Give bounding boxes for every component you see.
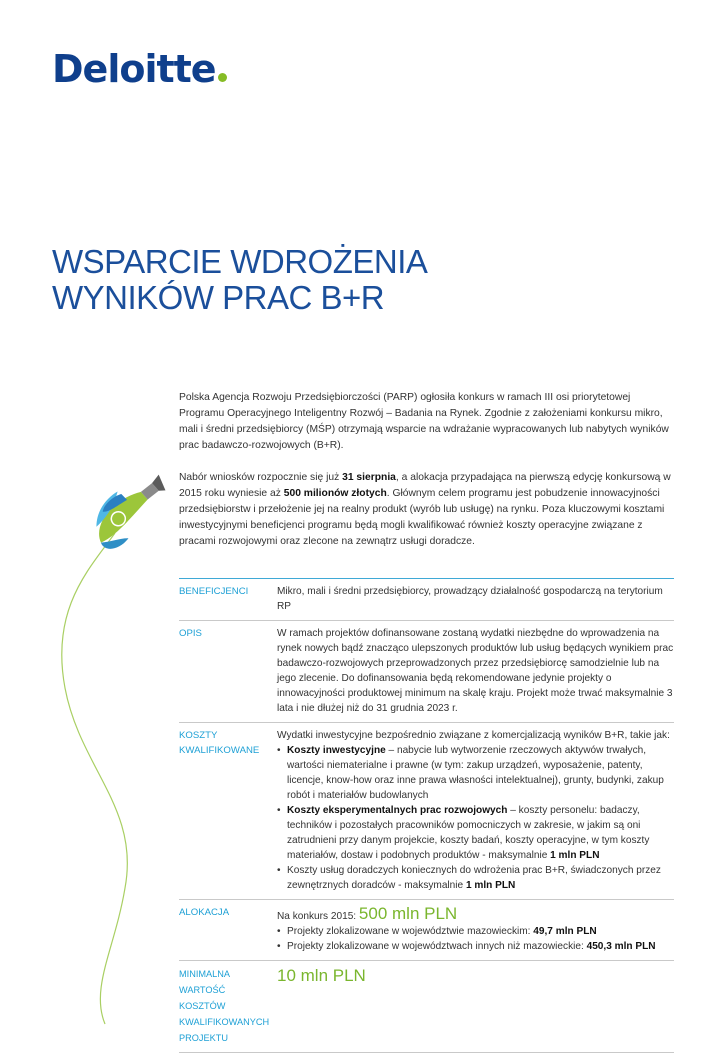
row-value: Mikro, mali i średni przedsiębiorcy, prowadzący działalność gospodarczą na terytorium RP xyxy=(277,586,663,612)
intro-p2-date: 31 sierpnia xyxy=(342,472,396,483)
intro-p2-text-a: Nabór wniosków rozpocznie się już xyxy=(179,472,343,483)
list-item xyxy=(277,939,674,954)
koszty-intro: Wydatki inwestycyjne bezpośrednio związane z komercjalizacją wyników B+R, takie jak: xyxy=(277,730,670,741)
table-row-opis xyxy=(179,620,674,722)
item-bold: Koszty eksperymentalnych prac rozwojowych xyxy=(287,805,508,816)
logo-dot xyxy=(218,73,227,82)
rocket-icon xyxy=(83,469,180,553)
row-value xyxy=(277,728,674,893)
title-line-2: WYNIKÓW PRAC B+R xyxy=(52,279,385,316)
intro-p2-amount: 500 milionów złotych xyxy=(283,488,387,499)
item-value: 450,3 mln PLN xyxy=(586,941,656,952)
list-item xyxy=(277,863,674,893)
intro-paragraph-1: Polska Agencja Rozwoju Przedsiębiorczości (PARP) ogłosiła konkurs w ramach III osi priorytetowej Programu Operacyjnego Inteligentny Rozwój – Badania na Rynek. Zgodnie z założeniami konkursu mikro, mali i średni przedsiębiorcy (MŚP) otrzymają wsparcie na wdrażanie wypracowanych lub nabytych wyników prac badawczo-rozwojowych (B+R). xyxy=(179,392,669,451)
table-row-koszty xyxy=(179,722,674,899)
item-text: Projekty zlokalizowane w województwie mazowieckim: xyxy=(287,926,534,937)
program-details-table xyxy=(179,578,674,1053)
row-label: ALOKACJA xyxy=(179,907,230,918)
item-value: 49,7 mln PLN xyxy=(533,926,597,937)
alokacja-list xyxy=(277,924,674,954)
table-row-minimalna xyxy=(179,960,674,1053)
row-value xyxy=(277,966,674,1046)
list-item xyxy=(277,743,674,803)
label-line: KOSZTY xyxy=(179,730,218,741)
page-title xyxy=(52,244,552,316)
intro-text xyxy=(179,390,674,566)
row-label: BENEFICJENCI xyxy=(179,586,249,597)
row-label: OPIS xyxy=(179,628,202,639)
table-row-beneficjenci xyxy=(179,578,674,620)
intro-p2-text-e: . Głównym celem programu jest pobudzenie innowacyjności przedsiębiorstw i przełożenie jej na realny produkt (wyrób lub usługę) na rynku. Poza kluczowymi kosztami inwestycyjnymi beneficjenci programu będą mogli kwalifikować również koszty operacyjne związane z pracami rozwojowymi oraz zlecone na zewnątrz usługi doradcze. xyxy=(179,488,665,547)
label-line: MINIMALNA xyxy=(179,969,231,979)
list-item xyxy=(277,924,674,939)
label-line: WARTOŚĆ KOSZTÓW xyxy=(179,985,226,1011)
row-value xyxy=(277,905,674,954)
koszty-list xyxy=(277,743,674,893)
item-text: Koszty usług doradczych koniecznych do wdrożenia prac B+R, świadczonych przez zewnętrznych doradców - maksymalnie xyxy=(287,865,661,891)
item-max: 1 mln PLN xyxy=(550,850,600,861)
rocket-illustration xyxy=(30,488,180,1024)
trail-curve xyxy=(62,533,128,1024)
intro-paragraph-2 xyxy=(179,470,674,550)
item-text: – nabycie lub wytworzenie rzeczowych aktywów trwałych, wartości niematerialne i prawne (w tym: zakup urządzeń, wyposażenie, patenty, licencje, know-how oraz inne prawa własności intelektualnej), grunty, budynki, zakup robót i materiałów budowlanych xyxy=(287,745,664,801)
title-line-1: WSPARCIE WDROŻENIA xyxy=(52,243,428,280)
label-line: PROJEKTU xyxy=(179,1033,229,1043)
row-value: W ramach projektów dofinansowane zostaną wydatki niezbędne do wprowadzenia na rynek nowych bądź znacząco ulepszonych produktów lub usług będących wynikiem prac badawczo-rozwojowych przeprowadzonych przez przedsiębiorcę samodzielnie lub na jego zlecenie. Do dofinansowania będą rekomendowane jedynie projekty o innowacyjności produktowej minimum na skalę kraju. Projekt może trwać maksymalnie 3 lata i nie dłużej niż do 31 grudnia 2023 r. xyxy=(277,628,674,714)
label-line: KWALIFIKOWANE xyxy=(179,745,260,756)
row-label xyxy=(179,966,277,1046)
intro-p2-text-c: , a alokacja przypadająca na pierwszą edycję konkursową w 2015 roku wyniesie aż xyxy=(179,472,671,499)
item-text: – koszty personelu: badaczy, techników i pozostałych pracowników pomocniczych w zakresie, w jakim są oni zatrudnieni przy danym projekcie, koszty badań, koszty operacyjne, w tym koszty materiałów, dostaw i podobnych produktów - maksymalnie xyxy=(287,805,650,861)
item-bold: Koszty inwestycyjne xyxy=(287,745,386,756)
alokacja-prefix: Na konkurs 2015: xyxy=(277,911,359,922)
item-text: Projekty zlokalizowane w województwach innych niż mazowieckie: xyxy=(287,941,587,952)
minimum-value: 10 mln PLN xyxy=(277,966,366,985)
alokacja-amount: 500 mln PLN xyxy=(358,904,458,923)
logo-text: Deloitte xyxy=(52,47,216,91)
row-label xyxy=(179,728,277,893)
list-item xyxy=(277,803,674,863)
alokacja-total xyxy=(277,905,674,924)
item-max: 1 mln PLN xyxy=(465,880,516,891)
label-line: KWALIFIKOWANYCH xyxy=(179,1017,270,1027)
table-row-alokacja xyxy=(179,899,674,960)
deloitte-logo xyxy=(52,47,227,91)
